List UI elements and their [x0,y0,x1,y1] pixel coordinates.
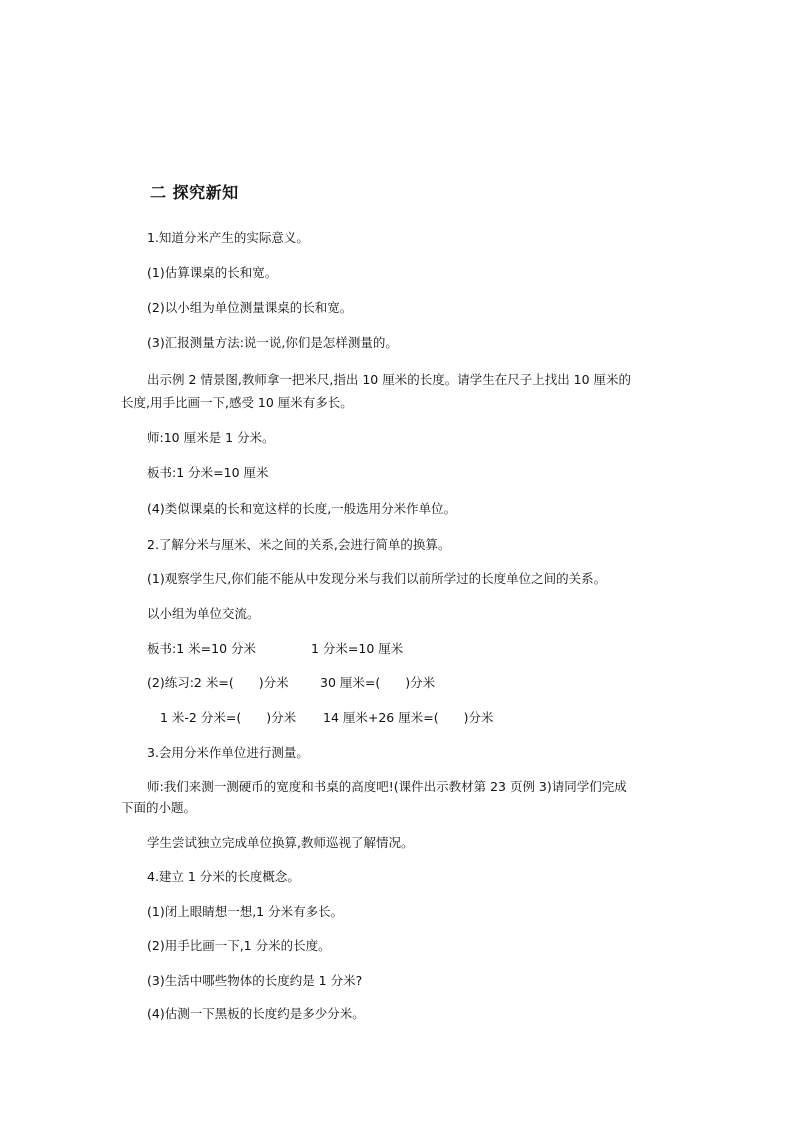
item-2-board-a: 板书:1 米=10 分米 [147,641,256,656]
item-2-exercise-c: 1 米-2 分米=( )分米 [160,710,297,725]
item-3-student-line: 学生尝试独立完成单位换算,教师巡视了解情况。 [147,835,414,850]
item-2-exercise-b: 30 厘米=( )分米 [320,675,436,690]
item-2-exercise-a: (2)练习:2 米=( )分米 [147,675,289,690]
item-2-board-b: 1 分米=10 厘米 [311,641,404,656]
item-3-paragraph-line2: 下面的小题。 [121,800,197,815]
item-1-4: (4)类似课桌的长和宽这样的长度,一般选用分米作单位。 [147,501,457,516]
item-1-paragraph-line1: 出示例 2 情景图,教师拿一把米尺,指出 10 厘米的长度。请学生在尺子上找出 10 厘米的 [147,372,632,387]
item-4-1: (1)闭上眼睛想一想,1 分米有多长。 [147,904,344,919]
item-1-heading: 1.知道分米产生的实际意义。 [147,230,309,245]
item-2-1: (1)观察学生尺,你们能不能从中发现分米与我们以前所学过的长度单位之间的关系。 [147,571,607,586]
item-4-heading: 4.建立 1 分米的长度概念。 [147,869,300,884]
item-2-group-line: 以小组为单位交流。 [147,606,260,621]
item-3-heading: 3.会用分米作单位进行测量。 [147,745,309,760]
item-4-2: (2)用手比画一下,1 分米的长度。 [147,938,331,953]
item-1-1: (1)估算课桌的长和宽。 [147,265,278,280]
item-3-paragraph-line1: 师:我们来测一测硬币的宽度和书桌的高度吧!(课件出示教材第 23 页例 3)请同学们完成 [147,779,627,794]
item-1-3: (3)汇报测量方法:说一说,你们是怎样测量的。 [147,335,398,350]
item-1-2: (2)以小组为单位测量课桌的长和宽。 [147,300,353,315]
item-4-3: (3)生活中哪些物体的长度约是 1 分米? [147,973,363,988]
section-title: 二 探究新知 [150,183,239,202]
item-1-board-line: 板书:1 分米=10 厘米 [147,465,269,480]
item-4-4: (4)估测一下黑板的长度约是多少分米。 [147,1006,365,1021]
item-1-paragraph-line2: 长度,用手比画一下,感受 10 厘米有多长。 [121,395,353,410]
item-1-teacher-line: 师:10 厘米是 1 分米。 [147,430,275,445]
item-2-exercise-d: 14 厘米+26 厘米=( )分米 [323,710,494,725]
item-2-heading: 2.了解分米与厘米、米之间的关系,会进行简单的换算。 [147,537,451,552]
